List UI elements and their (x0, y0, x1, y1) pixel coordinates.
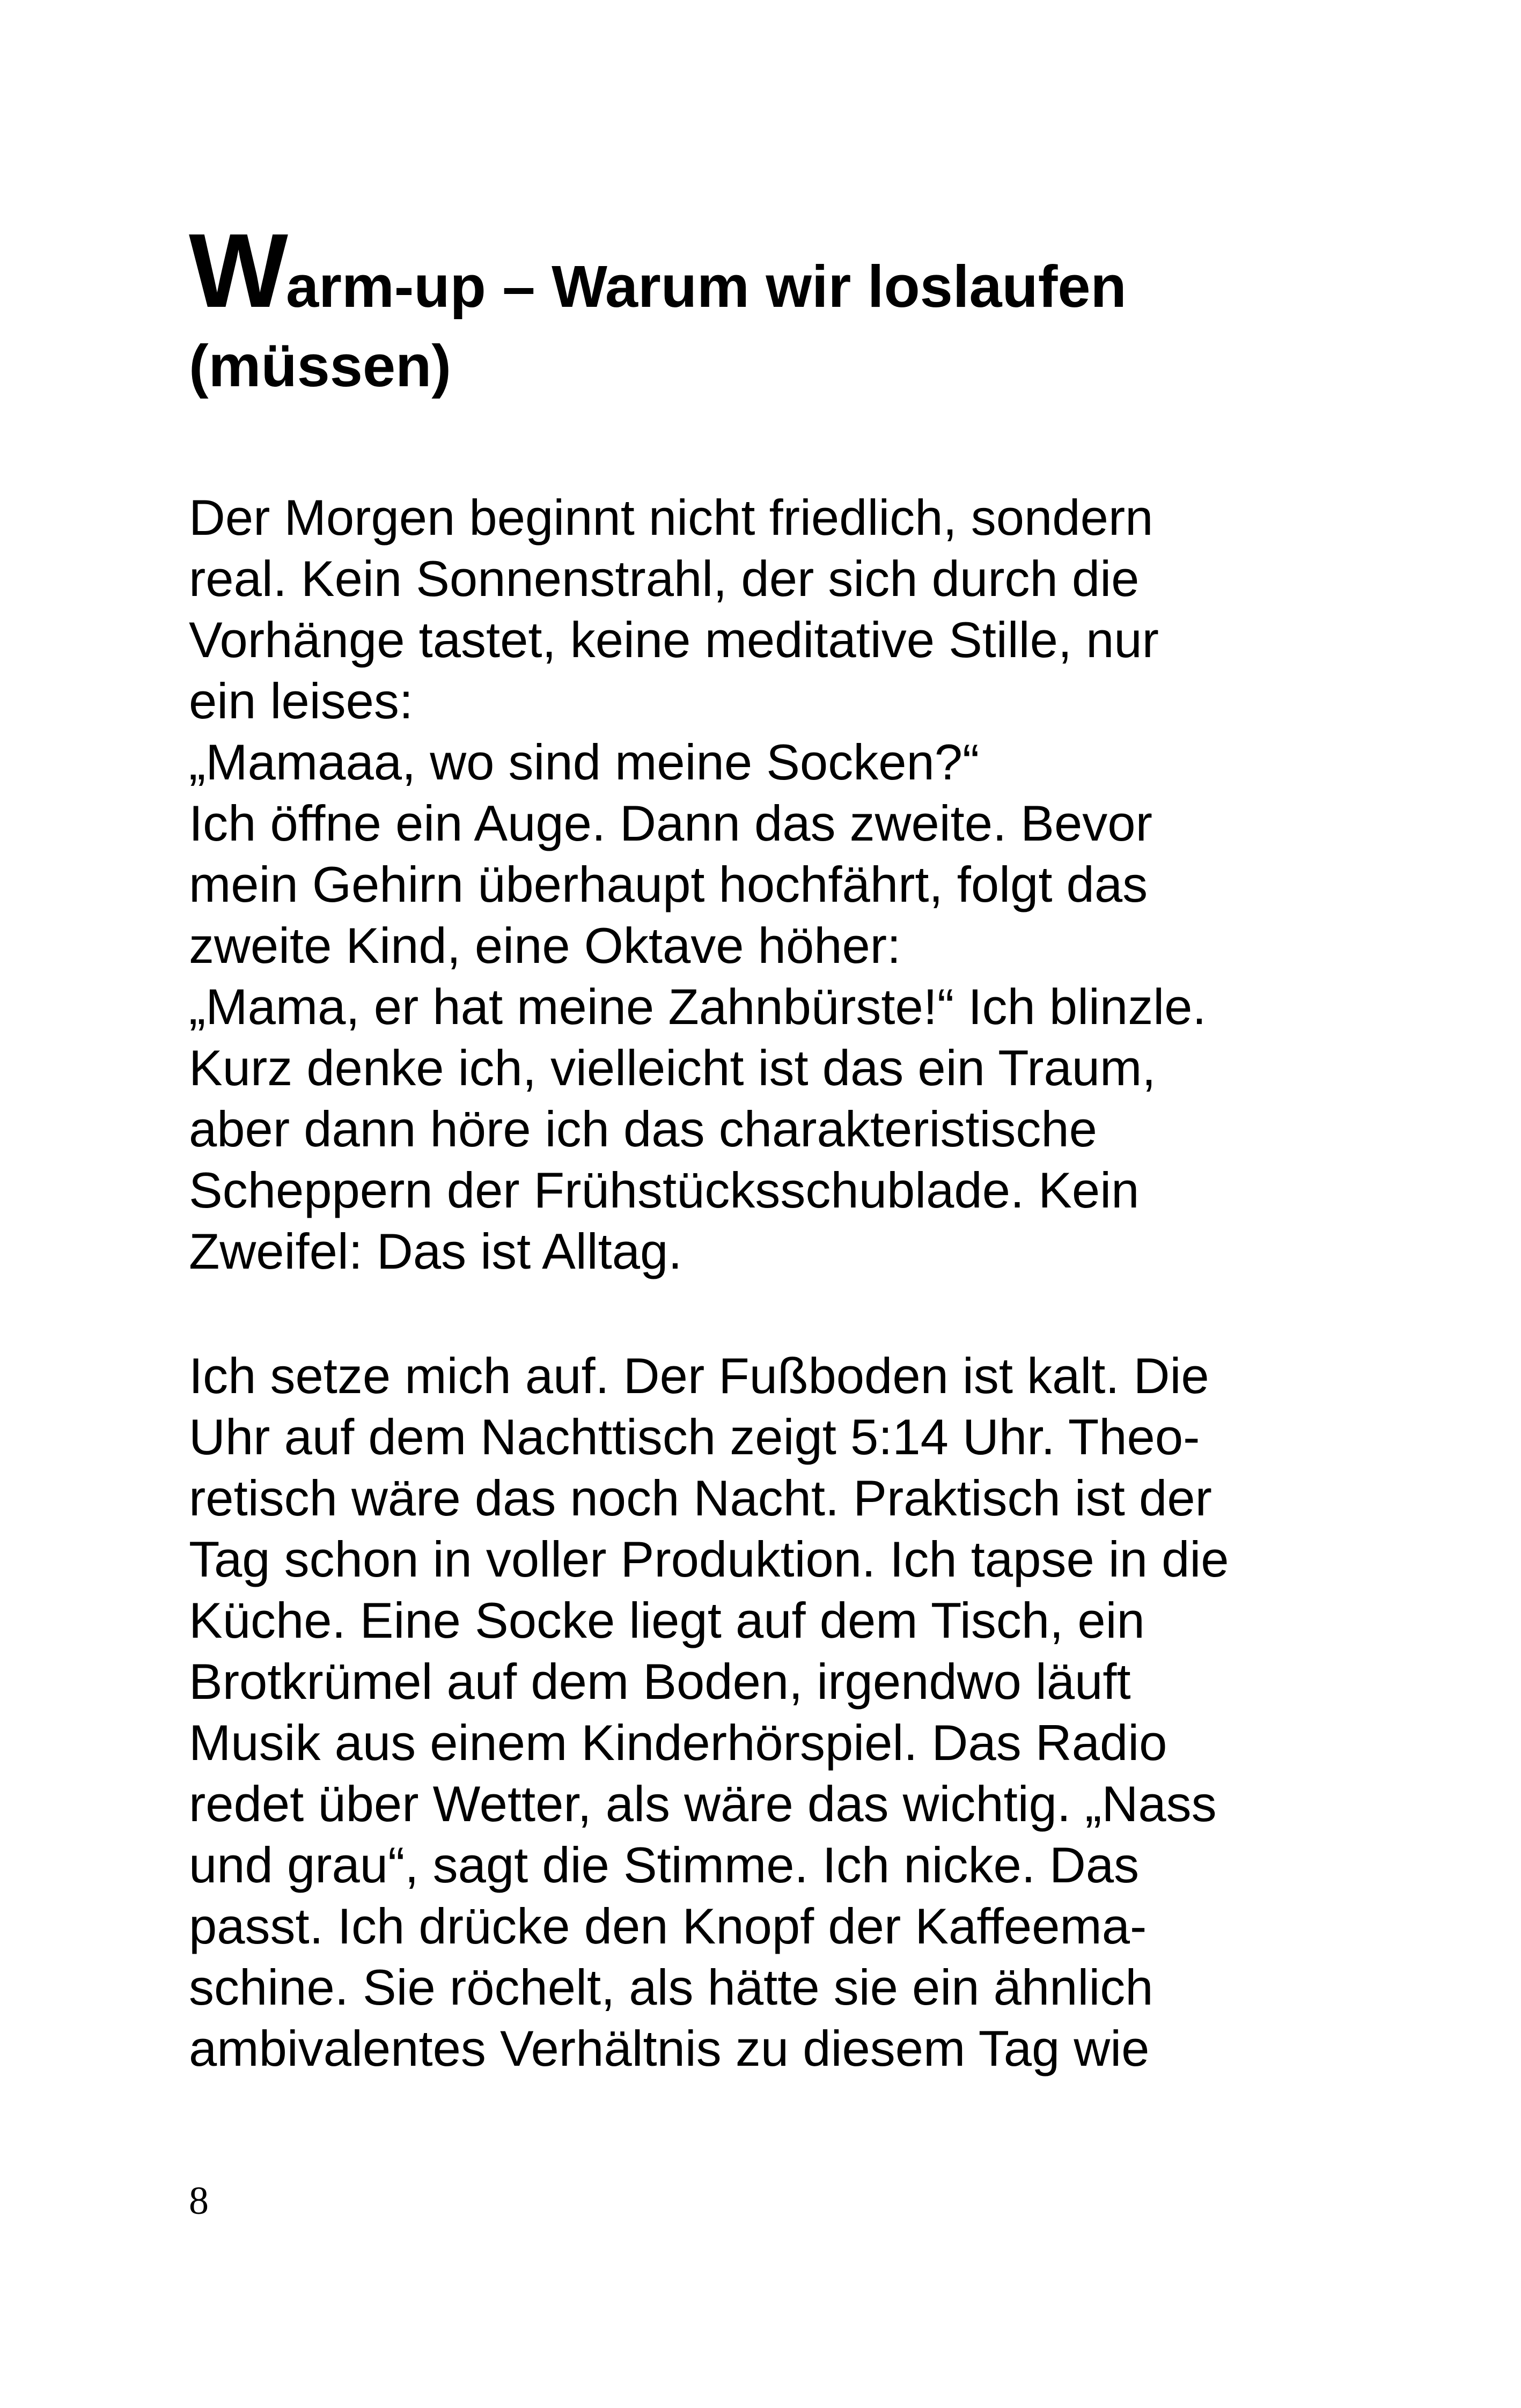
text-line: Uhr auf dem Nachttisch zeigt 5:14 Uhr. Theo- (189, 1409, 1200, 1465)
text-line: Der Morgen beginnt nicht friedlich, sondern (189, 489, 1153, 546)
text-line: ambivalentes Verhältnis zu diesem Tag wie (189, 2020, 1150, 2076)
text-line: Brotkrümel auf dem Boden, irgendwo läuft (189, 1653, 1131, 1710)
chapter-title-line-1 (189, 212, 1369, 329)
text-line: „Mamaaa, wo sind meine Socken?“ (189, 734, 980, 790)
text-line: Scheppern der Frühstücksschublade. Kein (189, 1162, 1140, 1218)
text-line: Tag schon in voller Produktion. Ich tapse in die (189, 1531, 1229, 1587)
text-line: ein leises: (189, 673, 413, 729)
page-number: 8 (189, 2179, 209, 2223)
text-line: real. Kein Sonnenstrahl, der sich durch die (189, 550, 1140, 607)
text-line: retisch wäre das noch Nacht. Praktisch ist der (189, 1470, 1212, 1526)
text-line: Zweifel: Das ist Alltag. (189, 1223, 682, 1279)
paragraph-2 (189, 1345, 1369, 2079)
text-line: Ich setze mich auf. Der Fußboden ist kalt. Die (189, 1347, 1209, 1404)
chapter-title (189, 212, 1369, 406)
text-line: Musik aus einem Kinderhörspiel. Das Radio (189, 1714, 1167, 1771)
chapter-title-line-2: (müssen) (189, 333, 451, 399)
text-line: Küche. Eine Socke liegt auf dem Tisch, ein (189, 1592, 1145, 1648)
text-line: passt. Ich drücke den Knopf der Kaffeema- (189, 1898, 1147, 1954)
text-line: „Mama, er hat meine Zahnbürste!“ Ich blinzle. (189, 978, 1207, 1035)
text-line: schine. Sie röchelt, als hätte sie ein ähnlich (189, 1959, 1153, 2015)
text-line: aber dann höre ich das charakteristische (189, 1101, 1097, 1157)
text-line: mein Gehirn überhaupt hochfährt, folgt das (189, 856, 1148, 912)
text-line: Vorhänge tastet, keine meditative Stille, nur (189, 612, 1159, 668)
text-line: redet über Wetter, als wäre das wichtig. „Nass (189, 1776, 1217, 1832)
paragraph-1 (189, 487, 1369, 1282)
text-line: zweite Kind, eine Oktave höher: (189, 917, 901, 974)
drop-cap: W (189, 212, 286, 329)
text-line: Kurz denke ich, vielleicht ist das ein Traum, (189, 1040, 1156, 1096)
chapter-title-text: arm-up – Warum wir loslaufen (286, 254, 1127, 320)
text-line: Ich öffne ein Auge. Dann das zweite. Bevor (189, 795, 1152, 851)
text-line: und grau“, sagt die Stimme. Ich nicke. Das (189, 1837, 1140, 1893)
